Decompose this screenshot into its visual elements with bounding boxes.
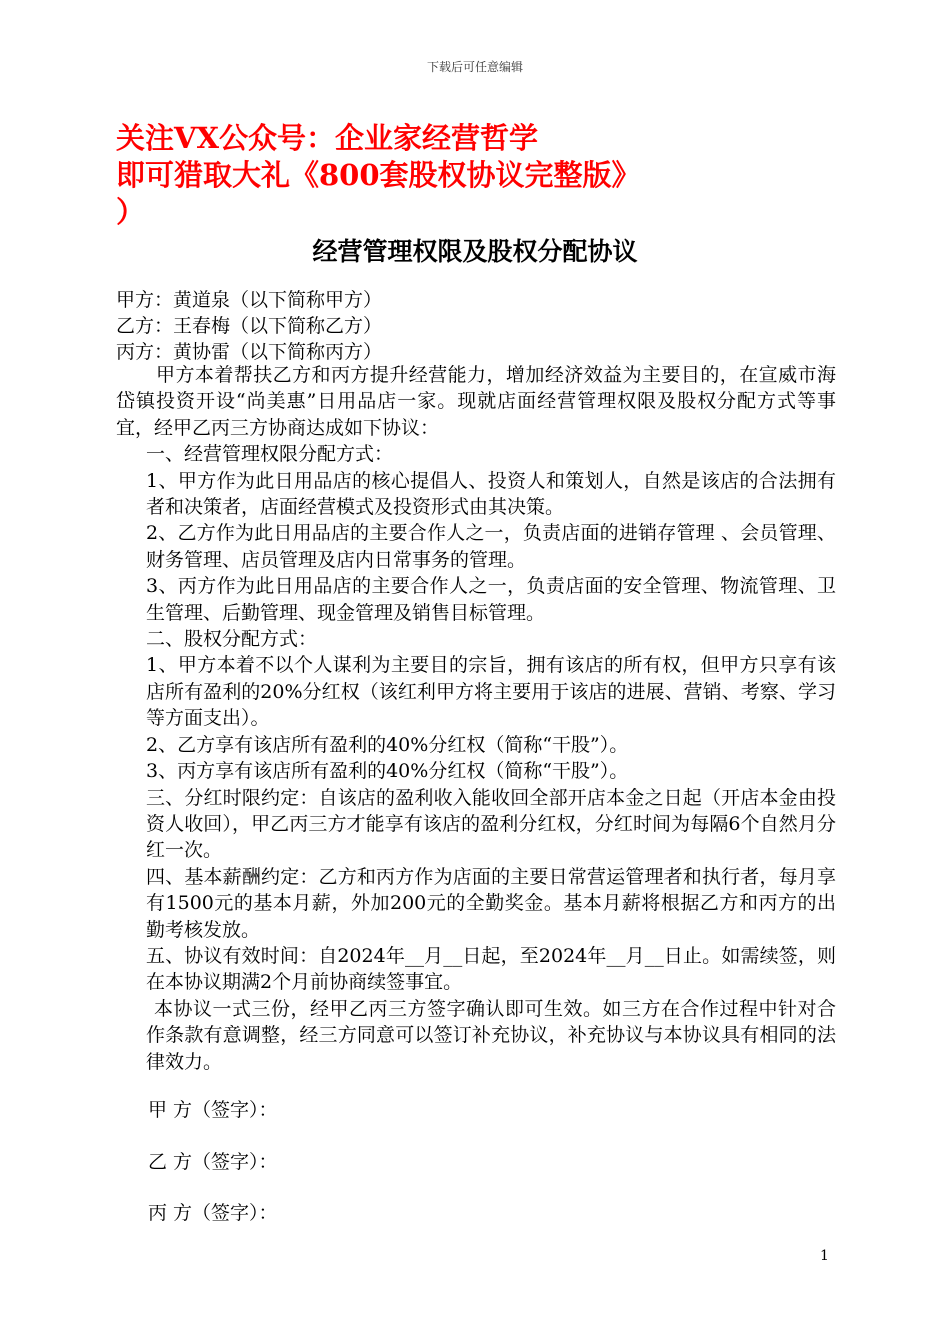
party-a: 甲方：黄道泉（以下简称甲方）: [116, 289, 383, 311]
section-2-item-2: 2、乙方享有该店所有盈利的40%分红权（简称“干股”）。: [146, 733, 629, 756]
section-5-paragraph: 五、协议有效时间：自2024年__月__日起，至2024年__月__日止。如需续签，则在本协议期满2个月前协商续签事宜。: [146, 944, 836, 994]
intro-paragraph: 甲方本着帮扶乙方和丙方提升经营能力，增加经济效益为主要目的，在宣威市海岱镇投资开设“尚美惠”日用品店一家。现就店面经营管理权限及股权分配方式等事宜，经甲乙丙三方协商达成如下协议：: [116, 364, 836, 439]
section-2-heading: 二、股权分配方式：: [146, 628, 318, 651]
document-title: 经营管理权限及股权分配协议: [312, 237, 638, 266]
signature-party-a: 甲 方（签字）：: [148, 1099, 278, 1121]
signature-party-b: 乙 方（签字）：: [148, 1150, 278, 1173]
section-1-item-3: 3、丙方作为此日用品店的主要合作人之一，负责店面的安全管理、物流管理、卫生管理、后勤管理、现金管理及销售目标管理。: [146, 575, 836, 624]
agreement-body: [116, 362, 836, 1075]
party-b: 乙方：王春梅（以下简称乙方）: [116, 315, 383, 337]
promo-banner: [116, 120, 876, 231]
section-1-heading: 一、经营管理权限分配方式：: [146, 443, 394, 466]
section-4-paragraph: 四、基本薪酬约定：乙方和丙方作为店面的主要日常营运管理者和执行者，每月享有1500元的基本月薪，外加200元的全勤奖金。基本月薪将根据乙方和丙方的出勤考核发放。: [146, 865, 836, 941]
signature-party-c: 丙 方（签字）：: [148, 1202, 278, 1224]
party-list: [116, 287, 382, 365]
section-2-item-3: 3、丙方享有该店所有盈利的40%分红权（简称“干股”）。: [146, 760, 629, 783]
section-3-paragraph: 三、分红时限约定：自该店的盈利收入能收回全部开店本金之日起（开店本金由投资人收回），甲乙丙三方才能享有该店的盈利分红权，分红时间为每隔6个自然月分红一次。: [146, 786, 836, 862]
section-1-item-2: 2、乙方作为此日用品店的主要合作人之一，负责店面的进销存管理 、会员管理、财务管理、店员管理及店内日常事务的管理。: [146, 522, 836, 571]
party-c: 丙方：黄协雷（以下简称丙方）: [116, 341, 383, 363]
section-1-item-1: 1、甲方作为此日用品店的核心提倡人、投资人和策划人，自然是该店的合法拥有者和决策者，店面经营模式及投资形式由其决策。: [146, 469, 836, 519]
page-header-note: 下载后可任意编辑: [426, 60, 523, 74]
promo-line-3: ）: [116, 195, 146, 229]
promo-line-2: 即可猎取大礼《800套股权协议完整版》: [116, 158, 641, 192]
signature-block: [148, 1095, 278, 1250]
closing-paragraph: 本协议一式三份，经甲乙丙三方签字确认即可生效。如三方在合作过程中针对合作条款有意调整，经三方同意可以签订补充协议，补充协议与本协议具有相同的法律效力。: [146, 997, 836, 1073]
section-2-item-1: 1、甲方本着不以个人谋利为主要目的宗旨，拥有该店的所有权，但甲方只享有该店所有盈利的20%分红权（该红利甲方将主要用于该店的进展、营销、考察、学习等方面支出）。: [146, 654, 836, 730]
page-number: 1: [820, 1248, 829, 1264]
promo-line-1: 关注VX公众号：企业家经营哲学: [116, 121, 539, 155]
